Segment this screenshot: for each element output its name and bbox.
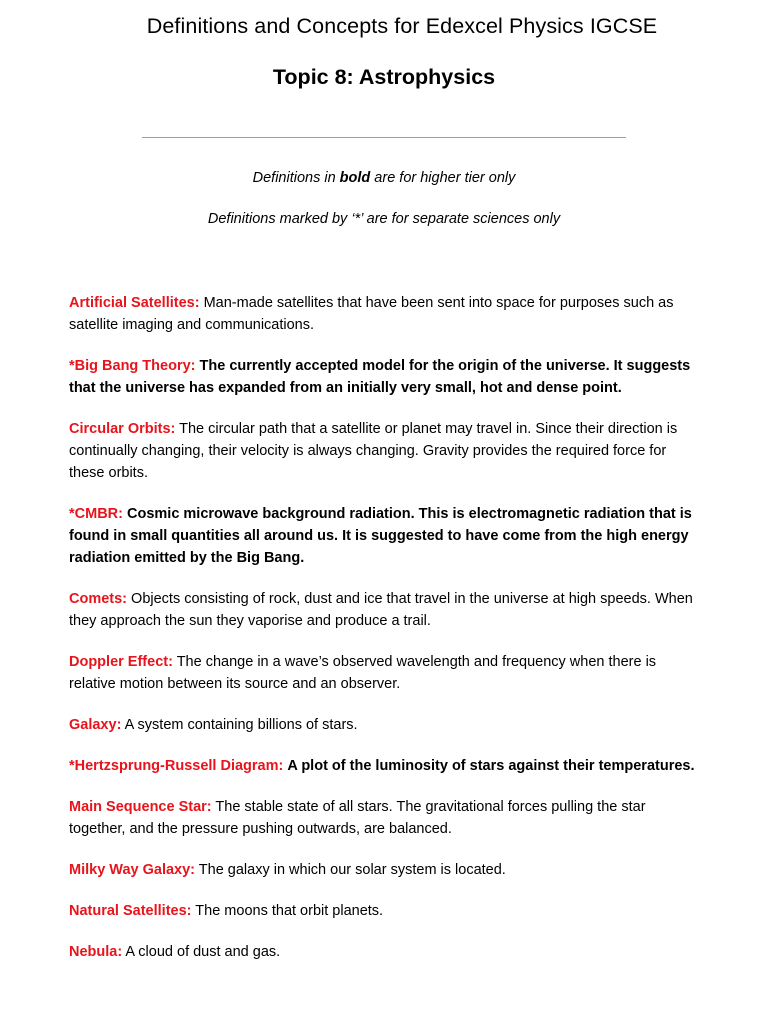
horizontal-divider — [142, 137, 626, 138]
definition-term: *Hertzsprung-Russell Diagram: — [69, 758, 284, 774]
definition-entry — [69, 418, 701, 484]
definition-entry — [69, 796, 701, 840]
definition-entry — [69, 292, 701, 336]
definition-entry — [69, 755, 701, 777]
definition-entry — [69, 503, 701, 569]
definition-term: Doppler Effect: — [69, 654, 173, 670]
definition-text: The circular path that a satellite or planet may travel in. Since their direction is continually changing, their velocity is always changing. Gravity provides the required force for these orbits. — [69, 421, 678, 481]
definition-text: The moons that orbit planets. — [195, 903, 384, 919]
definition-term: Nebula: — [69, 944, 123, 960]
definition-text: The galaxy in which our solar system is located. — [198, 862, 506, 878]
tier-note — [0, 170, 768, 186]
definition-entry — [69, 651, 701, 695]
definition-term: Main Sequence Star: — [69, 799, 212, 815]
definition-text: Man-made satellites that have been sent into space for purposes such as satellite imaging and communications. — [69, 295, 674, 333]
tier-note-prefix: Definitions in — [252, 170, 340, 186]
definition-term: Circular Orbits: — [69, 421, 176, 437]
definition-entry — [69, 355, 701, 399]
definition-term: Milky Way Galaxy: — [69, 862, 195, 878]
definition-entry — [69, 900, 701, 922]
definition-text: The currently accepted model for the origin of the universe. It suggests that the universe has expanded from an initially very small, hot and dense point. — [69, 358, 691, 396]
definition-term: *CMBR: — [69, 506, 123, 522]
definition-entry — [69, 588, 701, 632]
definition-term: Natural Satellites: — [69, 903, 192, 919]
tier-note-bold-word: bold — [339, 170, 371, 186]
definition-text: The change in a wave’s observed wavelength and frequency when there is relative motion between its source and an observer. — [69, 654, 657, 692]
definition-text: Cosmic microwave background radiation. This is electromagnetic radiation that is found in small quantities all around us. It is suggested to have come from the high energy radiation emitted by the Big Bang. — [69, 506, 692, 566]
definition-term: Comets: — [69, 591, 128, 607]
definition-entry — [69, 941, 701, 963]
definition-entry — [69, 859, 701, 881]
definition-text: The stable state of all stars. The gravitational forces pulling the star together, and the pressure pushing outwards, are balanced. — [69, 799, 646, 837]
definition-text: A plot of the luminosity of stars against their temperatures. — [287, 758, 695, 774]
definition-term: Galaxy: — [69, 717, 122, 733]
separate-sciences-note: Definitions marked by ‘*’ are for separate sciences only — [207, 211, 561, 227]
topic-heading: Topic 8: Astrophysics — [272, 65, 496, 89]
definition-term: Artificial Satellites: — [69, 295, 200, 311]
definition-text: A cloud of dust and gas. — [125, 944, 281, 960]
tier-note-suffix: are for higher tier only — [370, 170, 516, 186]
definition-term: *Big Bang Theory: — [69, 358, 196, 374]
definitions-list — [69, 292, 701, 982]
document-title: Definitions and Concepts for Edexcel Physics IGCSE — [146, 14, 658, 38]
definition-entry — [69, 714, 701, 736]
definition-text: Objects consisting of rock, dust and ice that travel in the universe at high speeds. When they approach the sun they vaporise and produce a trail. — [69, 591, 693, 629]
definition-text: A system containing billions of stars. — [124, 717, 358, 733]
